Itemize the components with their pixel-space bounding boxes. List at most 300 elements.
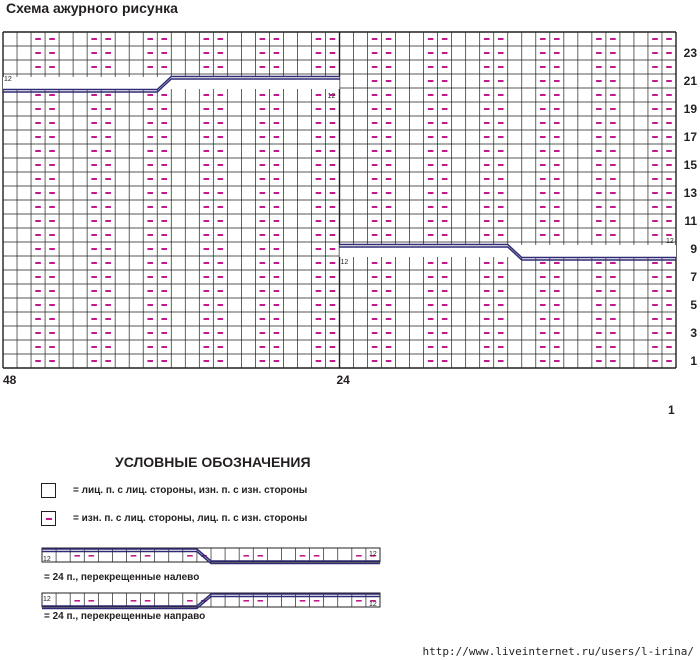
- purl-dash: [49, 276, 55, 278]
- purl-dash: [330, 66, 336, 68]
- purl-dash: [35, 192, 41, 194]
- purl-dash: [428, 276, 434, 278]
- purl-dash: [666, 164, 672, 166]
- knit-cell: [73, 242, 87, 256]
- purl-dash: [316, 346, 322, 348]
- knit-cell: [227, 354, 241, 368]
- purl-dash: [498, 262, 504, 264]
- purl-dash: [442, 290, 448, 292]
- knit-cell: [73, 354, 87, 368]
- column-number-label: 24: [336, 373, 350, 387]
- knit-cell: [17, 102, 31, 116]
- knit-cell: [185, 228, 199, 242]
- knit-cell: [171, 186, 185, 200]
- purl-dash: [147, 220, 153, 222]
- knit-cell: [3, 144, 17, 158]
- purl-dash: [540, 262, 546, 264]
- knit-cell: [73, 32, 87, 46]
- purl-dash: [610, 318, 616, 320]
- knit-cell: [410, 88, 424, 102]
- purl-dash: [330, 136, 336, 138]
- knit-cell: [564, 214, 578, 228]
- purl-dash: [49, 332, 55, 334]
- purl-dash: [596, 38, 602, 40]
- purl-dash: [161, 206, 167, 208]
- knit-cell: [466, 144, 480, 158]
- knit-cell: [283, 200, 297, 214]
- knit-cell: [17, 172, 31, 186]
- knit-cell: [227, 284, 241, 298]
- purl-dash: [540, 122, 546, 124]
- knit-cell: [522, 270, 536, 284]
- purl-dash: [428, 108, 434, 110]
- knit-cell: [396, 32, 410, 46]
- knit-cell: [620, 186, 634, 200]
- purl-dash: [610, 122, 616, 124]
- purl-dash: [161, 360, 167, 362]
- purl-dash: [554, 66, 560, 68]
- purl-dash: [428, 66, 434, 68]
- purl-dash: [218, 248, 224, 250]
- knit-cell: [508, 284, 522, 298]
- knit-cell: [564, 74, 578, 88]
- knit-cell: [452, 102, 466, 116]
- purl-dash: [218, 206, 224, 208]
- purl-dash: [316, 248, 322, 250]
- cable-right-cross-icon: [0, 590, 400, 612]
- knit-cell: [59, 284, 73, 298]
- purl-dash: [484, 164, 490, 166]
- column-number-label: 48: [3, 373, 17, 387]
- purl-dash: [260, 318, 266, 320]
- purl-dash: [35, 332, 41, 334]
- purl-dash: [484, 290, 490, 292]
- purl-dash: [652, 38, 658, 40]
- purl-dash: [540, 164, 546, 166]
- purl-dash: [484, 52, 490, 54]
- purl-dash: [386, 38, 392, 40]
- purl-dash: [610, 164, 616, 166]
- knit-cell: [634, 74, 648, 88]
- purl-dash: [386, 122, 392, 124]
- purl-dash: [49, 178, 55, 180]
- knit-cell: [3, 130, 17, 144]
- knit-cell: [129, 340, 143, 354]
- strip-purl-dash: [74, 555, 80, 557]
- purl-dash: [330, 178, 336, 180]
- purl-dash: [554, 346, 560, 348]
- purl-dash: [316, 66, 322, 68]
- purl-dash: [372, 94, 378, 96]
- purl-dash: [316, 122, 322, 124]
- purl-dash-mark: [46, 518, 52, 520]
- knit-cell: [396, 60, 410, 74]
- purl-dash: [91, 136, 97, 138]
- knit-cell: [129, 130, 143, 144]
- knit-cell: [115, 354, 129, 368]
- knit-cell: [59, 32, 73, 46]
- knit-cell: [354, 298, 368, 312]
- purl-dash: [161, 136, 167, 138]
- knit-cell: [634, 32, 648, 46]
- purl-dash: [610, 290, 616, 292]
- knit-cell: [227, 46, 241, 60]
- knit-cell: [241, 144, 255, 158]
- purl-dash: [203, 164, 209, 166]
- purl-dash: [91, 66, 97, 68]
- knit-cell: [354, 46, 368, 60]
- knit-cell: [297, 242, 311, 256]
- purl-dash: [203, 52, 209, 54]
- purl-dash: [442, 108, 448, 110]
- knit-cell: [115, 172, 129, 186]
- purl-dash: [386, 94, 392, 96]
- purl-dash: [91, 38, 97, 40]
- knit-cell: [564, 284, 578, 298]
- strip-purl-dash: [243, 555, 249, 557]
- purl-dash: [330, 276, 336, 278]
- purl-dash: [274, 108, 280, 110]
- knit-cell: [578, 312, 592, 326]
- purl-dash: [484, 332, 490, 334]
- purl-dash: [147, 318, 153, 320]
- knit-cell: [297, 214, 311, 228]
- knit-cell: [227, 116, 241, 130]
- purl-dash: [540, 220, 546, 222]
- purl-dash: [498, 234, 504, 236]
- knit-cell: [452, 214, 466, 228]
- knit-cell: [241, 298, 255, 312]
- knit-cell: [241, 256, 255, 270]
- knit-cell: [17, 256, 31, 270]
- purl-dash: [274, 94, 280, 96]
- knit-cell: [115, 242, 129, 256]
- cable-right-description: = 24 п., перекрещенные направо: [44, 611, 206, 622]
- knit-cell: [185, 312, 199, 326]
- purl-dash: [49, 164, 55, 166]
- purl-dash: [316, 136, 322, 138]
- knit-cell: [115, 144, 129, 158]
- purl-dash: [203, 360, 209, 362]
- knit-cell: [410, 60, 424, 74]
- knit-cell: [17, 242, 31, 256]
- purl-dash: [105, 122, 111, 124]
- purl-dash: [203, 276, 209, 278]
- purl-dash: [666, 136, 672, 138]
- knit-cell: [115, 228, 129, 242]
- purl-dash: [218, 360, 224, 362]
- knit-cell: [634, 60, 648, 74]
- strip-purl-dash: [314, 600, 320, 602]
- knit-cell: [283, 130, 297, 144]
- knit-cell: [634, 270, 648, 284]
- knit-cell: [129, 186, 143, 200]
- purl-symbol-description: = изн. п. с лиц. стороны, лиц. п. с изн. стороны: [73, 513, 308, 524]
- purl-dash: [498, 178, 504, 180]
- knit-cell: [522, 340, 536, 354]
- purl-dash: [260, 122, 266, 124]
- row-number-label: 13: [683, 186, 697, 200]
- knit-cell: [396, 228, 410, 242]
- knit-cell: [354, 172, 368, 186]
- purl-dash: [91, 52, 97, 54]
- knit-cell: [522, 144, 536, 158]
- knit-cell: [410, 130, 424, 144]
- purl-dash: [442, 164, 448, 166]
- purl-dash: [484, 304, 490, 306]
- knit-cell: [340, 74, 354, 88]
- purl-dash: [274, 332, 280, 334]
- purl-dash: [428, 234, 434, 236]
- knit-cell: [283, 214, 297, 228]
- purl-dash: [274, 290, 280, 292]
- knit-cell: [73, 326, 87, 340]
- purl-dash: [316, 38, 322, 40]
- knit-cell: [452, 172, 466, 186]
- purl-dash: [554, 94, 560, 96]
- purl-dash: [428, 220, 434, 222]
- knit-cell: [410, 354, 424, 368]
- knit-cell: [3, 228, 17, 242]
- knit-cell: [73, 340, 87, 354]
- knit-cell: [340, 298, 354, 312]
- purl-dash: [203, 248, 209, 250]
- strip-purl-dash: [187, 600, 193, 602]
- purl-dash: [91, 150, 97, 152]
- purl-dash: [372, 136, 378, 138]
- knit-cell: [59, 242, 73, 256]
- purl-dash: [49, 108, 55, 110]
- purl-dash: [666, 346, 672, 348]
- purl-dash: [484, 360, 490, 362]
- knit-cell: [297, 46, 311, 60]
- knit-cell: [508, 340, 522, 354]
- knit-cell: [578, 88, 592, 102]
- purl-dash: [91, 360, 97, 362]
- knit-cell: [396, 326, 410, 340]
- knit-cell: [283, 312, 297, 326]
- knit-cell: [171, 270, 185, 284]
- purl-dash: [161, 276, 167, 278]
- knit-cell: [185, 354, 199, 368]
- knit-cell: [185, 60, 199, 74]
- knit-cell: [227, 172, 241, 186]
- strip-count-label: 12: [369, 551, 377, 558]
- purl-dash: [203, 136, 209, 138]
- knit-cell: [466, 214, 480, 228]
- purl-dash: [428, 360, 434, 362]
- purl-dash: [484, 192, 490, 194]
- purl-dash: [554, 52, 560, 54]
- knit-cell: [3, 102, 17, 116]
- knit-cell: [241, 88, 255, 102]
- knit-cell: [620, 214, 634, 228]
- purl-dash: [91, 248, 97, 250]
- purl-dash: [442, 332, 448, 334]
- purl-dash: [498, 360, 504, 362]
- purl-dash: [274, 52, 280, 54]
- knit-cell: [452, 284, 466, 298]
- knit-cell: [340, 172, 354, 186]
- knit-cell: [564, 116, 578, 130]
- purl-dash: [372, 234, 378, 236]
- page-title: Схема ажурного рисунка: [6, 0, 178, 16]
- purl-dash: [316, 192, 322, 194]
- knit-cell: [171, 284, 185, 298]
- purl-dash: [218, 262, 224, 264]
- purl-dash: [274, 346, 280, 348]
- purl-dash: [386, 80, 392, 82]
- purl-dash: [386, 164, 392, 166]
- knit-cell: [410, 312, 424, 326]
- purl-dash: [372, 304, 378, 306]
- knit-cell: [73, 60, 87, 74]
- purl-dash: [105, 318, 111, 320]
- knit-cell: [129, 144, 143, 158]
- knit-cell: [522, 60, 536, 74]
- knit-cell: [115, 326, 129, 340]
- purl-dash: [386, 108, 392, 110]
- knit-cell: [340, 354, 354, 368]
- purl-dash: [596, 262, 602, 264]
- knit-cell: [340, 284, 354, 298]
- knit-cell: [283, 354, 297, 368]
- knit-cell: [3, 326, 17, 340]
- purl-dash: [260, 94, 266, 96]
- knit-cell: [634, 340, 648, 354]
- knit-cell: [59, 172, 73, 186]
- knit-cell: [452, 60, 466, 74]
- purl-dash: [386, 150, 392, 152]
- purl-dash: [484, 66, 490, 68]
- knit-cell: [3, 298, 17, 312]
- knit-cell: [354, 270, 368, 284]
- knit-cell: [396, 74, 410, 88]
- purl-dash: [610, 108, 616, 110]
- knit-cell: [634, 312, 648, 326]
- purl-dash: [203, 304, 209, 306]
- knit-cell: [634, 116, 648, 130]
- knit-cell: [227, 200, 241, 214]
- knit-cell: [3, 284, 17, 298]
- purl-dash: [161, 234, 167, 236]
- purl-dash: [554, 234, 560, 236]
- knit-cell: [620, 200, 634, 214]
- knit-cell: [396, 102, 410, 116]
- knit-cell: [578, 102, 592, 116]
- knit-cell: [115, 298, 129, 312]
- purl-dash: [610, 136, 616, 138]
- knit-cell: [73, 214, 87, 228]
- purl-dash: [666, 52, 672, 54]
- knit-cell: [634, 284, 648, 298]
- purl-dash: [442, 122, 448, 124]
- knit-cell: [508, 298, 522, 312]
- purl-dash: [596, 66, 602, 68]
- purl-dash: [540, 38, 546, 40]
- purl-dash: [540, 94, 546, 96]
- knit-cell: [59, 46, 73, 60]
- knit-cell: [227, 326, 241, 340]
- purl-dash: [91, 220, 97, 222]
- knit-cell: [227, 312, 241, 326]
- knit-cell: [171, 298, 185, 312]
- knit-cell: [466, 270, 480, 284]
- purl-dash: [35, 178, 41, 180]
- purl-dash: [91, 234, 97, 236]
- purl-dash: [218, 290, 224, 292]
- knit-cell: [452, 46, 466, 60]
- purl-dash: [428, 332, 434, 334]
- knit-cell: [452, 228, 466, 242]
- knit-cell: [522, 228, 536, 242]
- knit-cell: [73, 102, 87, 116]
- purl-dash: [105, 262, 111, 264]
- purl-dash: [147, 136, 153, 138]
- knit-cell: [522, 116, 536, 130]
- row-number-label: 1: [690, 354, 697, 368]
- purl-dash: [218, 108, 224, 110]
- knit-cell: [508, 172, 522, 186]
- knit-cell: [564, 144, 578, 158]
- knit-cell: [283, 116, 297, 130]
- purl-dash: [147, 332, 153, 334]
- knit-cell: [410, 256, 424, 270]
- knit-cell: [578, 32, 592, 46]
- purl-dash: [330, 122, 336, 124]
- knit-cell: [283, 340, 297, 354]
- knit-cell: [297, 60, 311, 74]
- purl-dash: [203, 122, 209, 124]
- purl-dash: [372, 52, 378, 54]
- purl-dash: [652, 94, 658, 96]
- purl-dash: [666, 304, 672, 306]
- purl-dash: [442, 276, 448, 278]
- purl-dash: [330, 290, 336, 292]
- purl-dash: [484, 234, 490, 236]
- knit-cell: [564, 270, 578, 284]
- purl-dash: [35, 164, 41, 166]
- purl-dash: [372, 346, 378, 348]
- knit-cell: [354, 340, 368, 354]
- purl-dash: [161, 318, 167, 320]
- purl-dash: [105, 108, 111, 110]
- purl-dash: [330, 192, 336, 194]
- knit-cell: [396, 312, 410, 326]
- knit-cell: [185, 284, 199, 298]
- knit-cell: [73, 284, 87, 298]
- knit-cell: [522, 214, 536, 228]
- purl-dash: [203, 346, 209, 348]
- purl-dash: [596, 290, 602, 292]
- knit-cell: [396, 186, 410, 200]
- knit-cell: [620, 312, 634, 326]
- knit-cell: [241, 326, 255, 340]
- purl-dash: [666, 66, 672, 68]
- knit-cell: [466, 46, 480, 60]
- purl-dash: [610, 360, 616, 362]
- purl-dash: [147, 178, 153, 180]
- knit-cell: [17, 326, 31, 340]
- purl-dash: [498, 52, 504, 54]
- purl-dash: [330, 150, 336, 152]
- knit-cell: [578, 74, 592, 88]
- knit-cell: [241, 200, 255, 214]
- purl-dash: [147, 38, 153, 40]
- knit-cell: [508, 116, 522, 130]
- purl-dash: [330, 52, 336, 54]
- knit-cell: [410, 102, 424, 116]
